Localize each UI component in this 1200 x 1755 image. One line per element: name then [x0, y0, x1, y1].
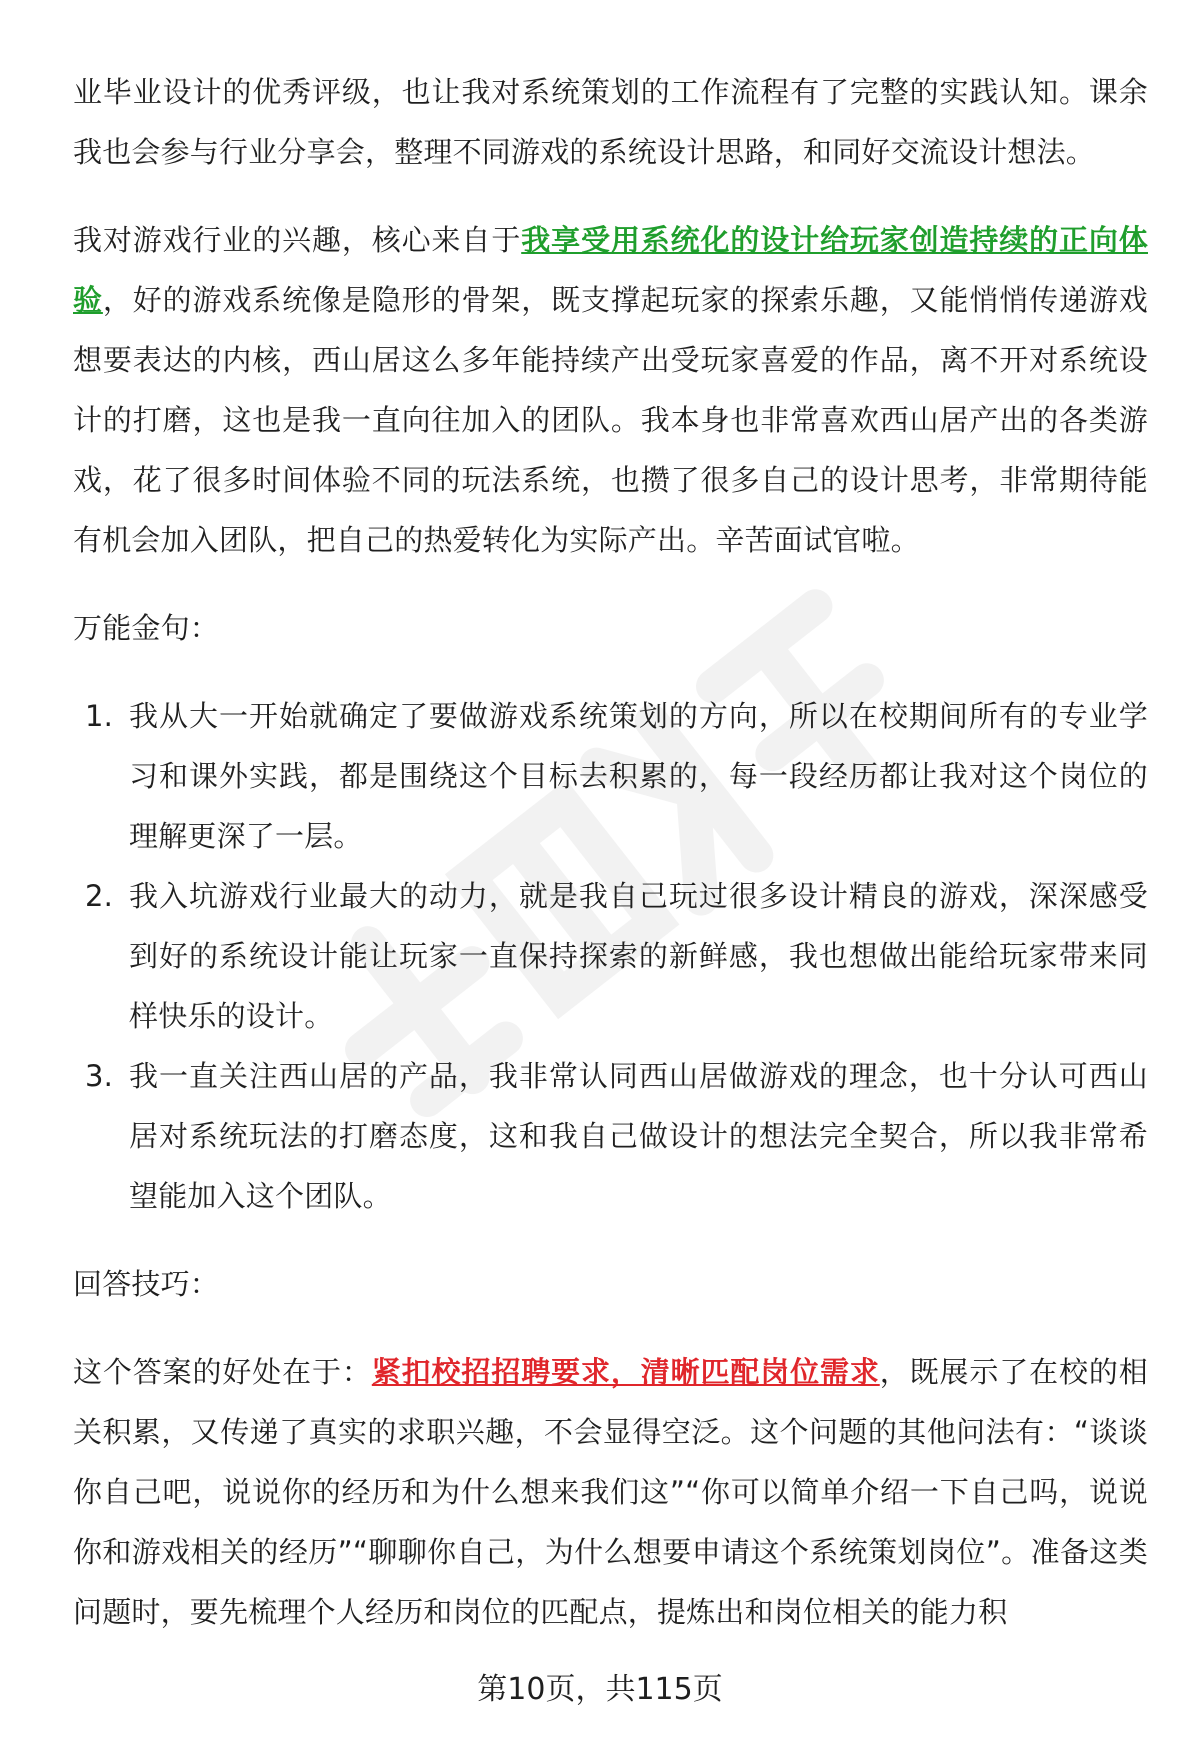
list-item [73, 686, 1148, 866]
paragraph-text: 我对游戏行业的兴趣，核心来自于 [73, 223, 522, 257]
golden-sentences-heading: 万能金句： [73, 611, 220, 645]
answer-tips-heading: 回答技巧： [73, 1267, 220, 1301]
golden-sentences-list [73, 686, 1148, 1226]
list-item [73, 866, 1148, 1046]
highlight-core-motivation: 我享受用系统化的设计给玩家创造持续的正向体验 [73, 223, 1148, 317]
paragraph-answer-tips [73, 1342, 1148, 1642]
list-item-number: 3. [85, 1059, 114, 1093]
list-item-number: 1. [85, 699, 114, 733]
list-item-text: 我入坑游戏行业最大的动力，就是我自己玩过很多设计精良的游戏，深深感受到好的系统设计能让玩家一直保持探索的新鲜感，我也想做出能给玩家带来同样快乐的设计。 [129, 879, 1148, 1033]
page-number-footer: 第10页，共115页 [477, 1672, 723, 1707]
paragraph-text: ，既展示了在校的相关积累，又传递了真实的求职兴趣，不会显得空泛。这个问题的其他问法有：“谈谈你自己吧，说说你的经历和为什么想来我们这”“你可以简单介绍一下自己吗，说说你和游戏相关的经历”“聊聊你自己，为什么想要申请这个系统策划岗位”。准备这类问题时，要先梳理个人经历和岗位的匹配点，提炼出和岗位相关的能力积 [73, 1355, 1148, 1629]
list-item-text: 我从大一开始就确定了要做游戏系统策划的方向，所以在校期间所有的专业学习和课外实践，都是围绕这个目标去积累的，每一段经历都让我对这个岗位的理解更深了一层。 [129, 699, 1148, 853]
document-body [73, 62, 1148, 1670]
paragraph-text: 这个答案的好处在于： [73, 1355, 372, 1389]
paragraph-internship-summary: 业毕业设计的优秀评级，也让我对系统策划的工作流程有了完整的实践认知。课余我也会参与行业分享会，整理不同游戏的系统设计思路，和同好交流设计想法。 [73, 75, 1148, 169]
paragraph-text: ，好的游戏系统像是隐形的骨架，既支撑起玩家的探索乐趣，又能悄悄传递游戏想要表达的内核，西山居这么多年能持续产出受玩家喜爱的作品，离不开对系统设计的打磨，这也是我一直向往加入的团队。我本身也非常喜欢西山居产出的各类游戏，花了很多时间体验不同的玩法系统，也攒了很多自己的设计思考，非常期待能有机会加入团队，把自己的热爱转化为实际产出。辛苦面试官啦。 [73, 283, 1148, 557]
list-item [73, 1046, 1148, 1226]
paragraph-industry-interest [73, 210, 1148, 570]
list-item-number: 2. [85, 879, 114, 913]
highlight-key-point: 紧扣校招招聘要求，清晰匹配岗位需求 [371, 1355, 880, 1389]
list-item-text: 我一直关注西山居的产品，我非常认同西山居做游戏的理念，也十分认可西山居对系统玩法的打磨态度，这和我自己做设计的想法完全契合，所以我非常希望能加入这个团队。 [129, 1059, 1148, 1213]
